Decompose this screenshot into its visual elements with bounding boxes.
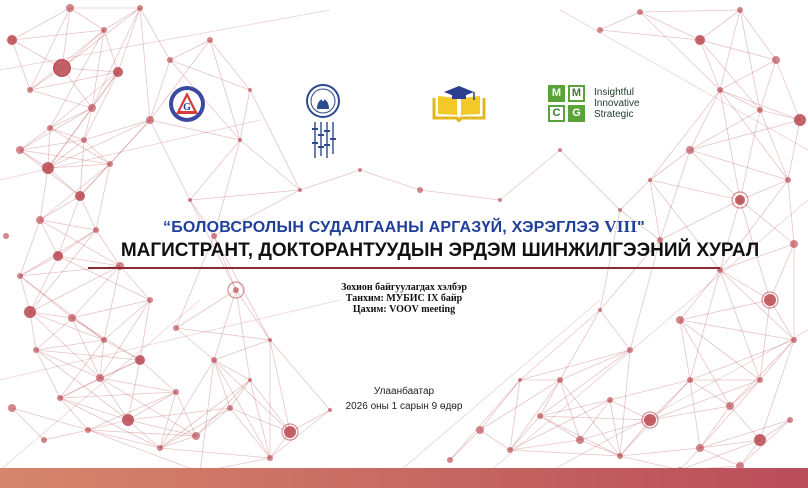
network-node: [298, 188, 302, 192]
network-node: [476, 426, 484, 434]
network-node: [696, 444, 704, 452]
network-line: [760, 340, 794, 380]
mmcg-tagline-3: Strategic: [594, 109, 634, 120]
education-institute-logo-icon: [166, 84, 208, 124]
network-node: [42, 162, 54, 174]
mmcg-letter: G: [568, 105, 585, 122]
network-node: [447, 457, 453, 463]
network-line: [160, 360, 214, 448]
network-line: [620, 420, 650, 456]
network-line: [730, 406, 760, 440]
network-node: [791, 337, 797, 343]
network-node: [53, 251, 63, 261]
network-node: [146, 116, 154, 124]
network-line: [740, 110, 760, 200]
network-line: [36, 340, 104, 350]
network-line: [20, 150, 110, 164]
network-node: [192, 432, 200, 440]
network-node: [735, 195, 745, 205]
network-line: [760, 340, 794, 440]
network-line: [70, 8, 104, 30]
network-node: [96, 374, 104, 382]
network-node: [47, 125, 53, 131]
network-node: [238, 138, 242, 142]
network-line: [270, 340, 290, 432]
network-node: [53, 59, 71, 77]
network-line: [700, 440, 760, 448]
network-line: [140, 8, 170, 60]
title-divider: [88, 267, 720, 269]
network-line: [600, 12, 640, 30]
network-line: [118, 8, 140, 72]
network-line: [30, 312, 104, 340]
network-line: [48, 164, 110, 168]
network-node: [790, 240, 798, 248]
network-line: [250, 380, 270, 458]
network-line: [84, 120, 150, 140]
network-node: [618, 208, 622, 212]
network-node: [794, 114, 806, 126]
network-line: [128, 408, 230, 420]
network-node: [358, 168, 362, 172]
network-line: [60, 340, 104, 398]
network-node: [637, 9, 643, 15]
network-node: [107, 161, 113, 167]
network-line: [700, 40, 776, 60]
network-node: [248, 88, 252, 92]
network-node: [27, 87, 33, 93]
network-line: [700, 380, 760, 448]
network-node: [188, 198, 192, 202]
network-node: [597, 27, 603, 33]
network-node: [737, 7, 743, 13]
network-line: [160, 392, 176, 448]
network-line: [560, 150, 620, 210]
network-node: [518, 378, 522, 382]
network-line: [60, 378, 100, 398]
network-node: [507, 447, 513, 453]
network-line: [30, 90, 92, 108]
network-node: [7, 35, 17, 45]
network-node: [227, 405, 233, 411]
conference-title-line-1: [0, 217, 808, 237]
network-node: [772, 56, 780, 64]
network-line: [30, 30, 104, 90]
network-node: [88, 104, 96, 112]
network-node: [41, 437, 47, 443]
network-line: [48, 120, 150, 168]
network-node: [537, 413, 543, 419]
network-node: [717, 87, 723, 93]
network-node: [757, 377, 763, 383]
network-line: [176, 328, 270, 340]
network-line: [500, 150, 560, 200]
network-node: [122, 414, 134, 426]
network-node: [85, 427, 91, 433]
network-node: [75, 191, 85, 201]
network-line: [720, 90, 800, 120]
network-line: [214, 340, 270, 360]
network-node: [167, 57, 173, 63]
graduation-book-icon: [430, 84, 488, 122]
network-line: [44, 430, 88, 440]
network-line: [680, 320, 794, 340]
network-node: [113, 67, 123, 77]
network-line: [360, 170, 420, 190]
network-node: [754, 434, 766, 446]
network-line: [20, 128, 50, 150]
network-line: [610, 400, 650, 420]
network-node: [268, 338, 272, 342]
network-node: [8, 404, 16, 412]
network-node: [576, 436, 584, 444]
network-node: [33, 347, 39, 353]
mmcg-tagline-2: Innovative: [594, 98, 640, 109]
network-line: [30, 8, 70, 90]
title-closing-quote: ": [637, 219, 645, 236]
network-node: [726, 402, 734, 410]
network-line: [540, 380, 560, 416]
network-line: [700, 420, 790, 448]
network-line: [620, 350, 630, 456]
network-line: [560, 310, 600, 380]
network-line: [150, 120, 190, 200]
network-line: [48, 128, 50, 168]
network-line: [480, 430, 510, 450]
network-line: [50, 30, 104, 128]
network-line: [620, 448, 700, 456]
network-node: [648, 178, 652, 182]
network-line: [450, 430, 480, 460]
network-line: [610, 400, 620, 456]
network-node: [248, 378, 252, 382]
network-node: [627, 347, 633, 353]
event-online-platform: Цахим: VOOV meeting: [352, 304, 456, 315]
title-roman-numeral: VIII: [604, 217, 638, 236]
mmcg-letter: M: [548, 85, 565, 102]
network-line: [88, 430, 200, 472]
network-line: [196, 408, 230, 436]
network-node: [68, 314, 76, 322]
network-line: [788, 120, 800, 180]
network-line: [20, 108, 92, 150]
network-line: [62, 8, 140, 68]
network-line: [160, 408, 230, 448]
network-node: [284, 426, 296, 438]
network-node: [267, 455, 273, 461]
network-line: [560, 380, 620, 456]
network-node: [695, 35, 705, 45]
network-line: [730, 380, 760, 406]
university-emblem-icon: [302, 84, 344, 162]
network-node: [17, 273, 23, 279]
network-node: [173, 325, 179, 331]
event-format-label: Зохион байгуулагдах хэлбэр: [341, 282, 467, 293]
network-line: [420, 190, 500, 200]
network-node: [644, 414, 656, 426]
network-node: [785, 177, 791, 183]
network-node: [16, 146, 24, 154]
network-line: [12, 30, 104, 40]
network-line: [20, 140, 84, 150]
network-line: [170, 40, 210, 60]
network-line: [620, 180, 650, 210]
network-node: [687, 377, 693, 383]
network-node: [173, 389, 179, 395]
network-node: [557, 377, 563, 383]
network-line: [12, 8, 70, 40]
network-line: [50, 128, 110, 164]
network-node: [607, 397, 613, 403]
network-node: [757, 107, 763, 113]
network-node: [686, 146, 694, 154]
network-node: [676, 316, 684, 324]
network-line: [600, 30, 700, 40]
network-line: [40, 168, 48, 220]
network-line: [720, 90, 760, 110]
network-line: [290, 410, 330, 432]
network-line: [196, 380, 250, 436]
network-line: [640, 12, 700, 40]
network-line: [700, 406, 730, 448]
network-node: [66, 4, 74, 12]
network-line: [270, 340, 330, 410]
network-line: [100, 378, 128, 420]
network-line: [510, 380, 560, 450]
network-line: [776, 60, 800, 120]
network-line: [128, 360, 140, 420]
network-line: [210, 40, 240, 140]
network-line: [760, 110, 788, 180]
network-line: [30, 312, 100, 378]
network-line: [700, 448, 740, 466]
mmcg-letter: M: [568, 85, 585, 102]
network-node: [81, 137, 87, 143]
network-line: [680, 320, 760, 380]
network-node: [101, 27, 107, 33]
network-line: [610, 380, 690, 400]
network-line: [740, 10, 760, 110]
mmcg-logo-icon: [548, 84, 668, 124]
network-node: [157, 445, 163, 451]
network-line: [700, 40, 720, 90]
network-node: [207, 37, 213, 43]
network-line: [80, 120, 150, 196]
network-line: [50, 72, 118, 128]
network-node: [787, 417, 793, 423]
network-line: [640, 10, 740, 12]
network-line: [690, 120, 800, 150]
conference-title-line-2: МАГИСТРАНТ, ДОКТОРАНТУУДЫН ЭРДЭМ ШИНЖИЛГЭЭНИЙ ХУРАЛ: [120, 240, 760, 261]
mmcg-tagline-1: Insightful: [594, 87, 635, 98]
network-line: [160, 448, 270, 458]
network-line: [190, 140, 240, 200]
network-node: [417, 187, 423, 193]
network-node: [137, 5, 143, 11]
network-node: [57, 395, 63, 401]
event-hall: Танхим: МУБИС IX байр: [345, 293, 463, 304]
bottom-accent-bar: [0, 468, 808, 488]
network-line: [760, 110, 800, 120]
network-line: [140, 8, 150, 120]
network-line: [540, 416, 580, 440]
network-line: [240, 90, 250, 140]
network-node: [211, 357, 217, 363]
network-node: [558, 148, 562, 152]
network-line: [60, 392, 176, 398]
event-date: 2026 оны 1 сарын 9 өдөр: [345, 401, 463, 412]
network-node: [498, 198, 502, 202]
network-line: [214, 360, 290, 432]
network-line: [300, 170, 360, 190]
network-line: [510, 450, 620, 456]
network-node: [101, 337, 107, 343]
mmcg-letter: C: [548, 105, 565, 122]
network-node: [135, 355, 145, 365]
network-line: [640, 12, 720, 90]
network-line: [176, 328, 214, 360]
network-line: [250, 90, 300, 190]
network-line: [680, 448, 700, 470]
network-line: [730, 340, 794, 406]
title-line-1-text: “БОЛОВСРОЛЫН СУДАЛГААНЫ АРГАЗҮЙ, ХЭРЭГЛЭЭ: [163, 219, 600, 236]
network-node: [617, 453, 623, 459]
logo-a-glyph: G: [183, 102, 191, 113]
network-line: [36, 350, 60, 398]
network-line: [140, 360, 176, 392]
network-line: [240, 140, 300, 190]
event-city: Улаанбаатар: [373, 386, 435, 397]
network-line: [600, 310, 630, 350]
